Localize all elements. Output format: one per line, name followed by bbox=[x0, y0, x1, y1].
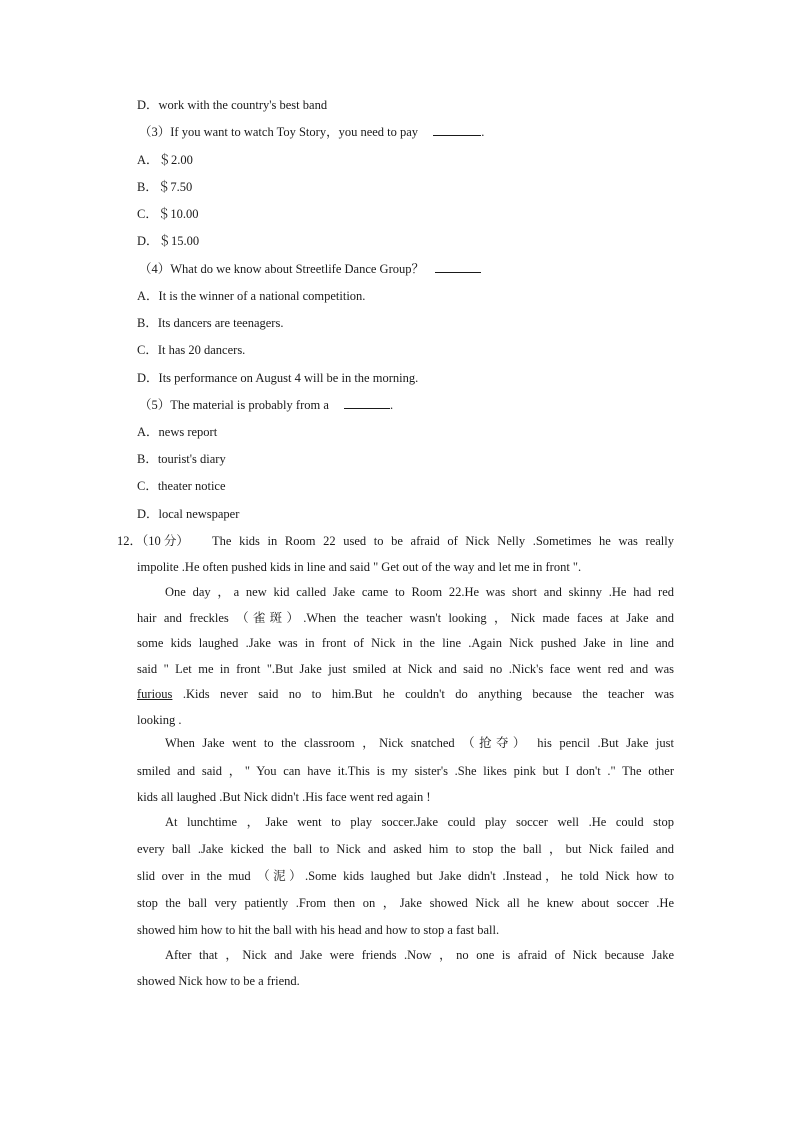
q4-option-c: C．It has 20 dancers. bbox=[137, 343, 246, 357]
q4-stem-text: （4）What do we know about Streetlife Dance Group？ bbox=[139, 262, 424, 276]
q5-option-b: B．tourist's diary bbox=[137, 452, 226, 466]
q12-p1-line-1: The kids in Room 22 used to be afraid of Nick Nelly .Sometimes he was really bbox=[212, 534, 674, 548]
q12-p2-line-2: hair and freckles （雀斑）.When the teacher wasn't looking ，Nick made faces at Jake and bbox=[137, 610, 674, 625]
underlined-word-furious: furious bbox=[137, 687, 173, 701]
q12-paragraph-4 bbox=[137, 813, 674, 947]
q12-p2-line-6: looking . bbox=[137, 712, 182, 727]
q12-p2-line-3: some kids laughed .Jake was in front of Nick in the line .Again Nick pushed Jake in line and bbox=[137, 636, 674, 650]
q3-stem-text: （3）If you want to watch Toy Story，you need to pay bbox=[139, 125, 419, 139]
q5-blank-tail: . bbox=[390, 398, 394, 412]
q4-option-d: D．Its performance on August 4 will be in the morning. bbox=[137, 371, 419, 385]
q3-option-a: A．＄2.00 bbox=[137, 153, 193, 167]
q2-option-d: D．work with the country's best band bbox=[137, 98, 328, 112]
q5-option-a: A．news report bbox=[137, 425, 218, 439]
q12-paragraph-1-first bbox=[212, 532, 674, 558]
q12-p5-line-2: showed Nick how to be a friend. bbox=[137, 974, 300, 988]
q12-paragraph-1 bbox=[137, 558, 674, 584]
q12-p2-line-5-rest: .Kids never said no to him.But he couldn't do anything because the teacher was bbox=[172, 687, 674, 701]
q5-stem-text: （5）The material is probably from a bbox=[139, 398, 329, 412]
q12-paragraph-3 bbox=[137, 734, 674, 814]
q12-p4-line-4: stop the ball very patiently .From then on ，Jake showed Nick all he knew about soccer .He bbox=[137, 896, 674, 910]
q3-blank-tail: . bbox=[481, 125, 485, 139]
q12-number: 12．（10 分） bbox=[117, 534, 189, 548]
q5-stem bbox=[139, 396, 393, 414]
q4-option-a: A．It is the winner of a national competition. bbox=[137, 289, 366, 303]
q12-p3-line-1: When Jake went to the classroom ，Nick snatched （抢夺） his pencil .But Jake just bbox=[165, 736, 674, 750]
q12-p4-line-5: showed him how to hit the ball with his head and how to stop a fast ball. bbox=[137, 923, 500, 937]
q5-option-d: D．local newspaper bbox=[137, 507, 240, 521]
q4-stem bbox=[139, 260, 481, 278]
q3-stem bbox=[139, 123, 484, 141]
q12-p5-line-1: After that ，Nick and Jake were friends .Now ，no one is afraid of Nick because Jake bbox=[165, 948, 674, 962]
q3-option-c: C．＄10.00 bbox=[137, 207, 199, 221]
q12-p3-line-2: smiled and said ，" You can have it.This is my sister's .She likes pink but I don't ." The other bbox=[137, 764, 674, 778]
q12-p2-line-4: said " Let me in front ".But Jake just smiled at Nick and said no .Nick's face went red and was bbox=[137, 661, 674, 676]
q3-option-d: D．＄15.00 bbox=[137, 234, 200, 248]
q12-p2-line-5 bbox=[137, 685, 674, 711]
q5-answer-blank bbox=[344, 396, 390, 409]
q3-option-b: B．＄7.50 bbox=[137, 180, 193, 194]
q12-p4-line-1: At lunchtime ，Jake went to play soccer.Jake could play soccer well .He could stop bbox=[165, 815, 674, 829]
q4-answer-blank bbox=[435, 260, 481, 273]
q12-p4-line-3: slid over in the mud （泥）.Some kids laughed but Jake didn't .Instead，he told Nick how to bbox=[137, 869, 674, 883]
q12-paragraph-2 bbox=[137, 583, 674, 736]
q12-p2-line-1: One day ，a new kid called Jake came to Room 22.He was short and skinny .He had red bbox=[165, 585, 674, 599]
q12-p3-line-3: kids all laughed .But Nick didn't .His face went red again ! bbox=[137, 790, 431, 804]
q12-paragraph-5 bbox=[137, 946, 674, 998]
q12-p1-line-2: impolite .He often pushed kids in line and said " Get out of the way and let me in front ". bbox=[137, 559, 582, 574]
q4-option-b: B．Its dancers are teenagers. bbox=[137, 316, 284, 330]
q3-answer-blank bbox=[433, 123, 481, 136]
q12-p4-line-2: every ball .Jake kicked the ball to Nick and asked him to stop the ball ，but Nick failed and bbox=[137, 842, 674, 856]
q5-option-c: C．theater notice bbox=[137, 479, 226, 493]
